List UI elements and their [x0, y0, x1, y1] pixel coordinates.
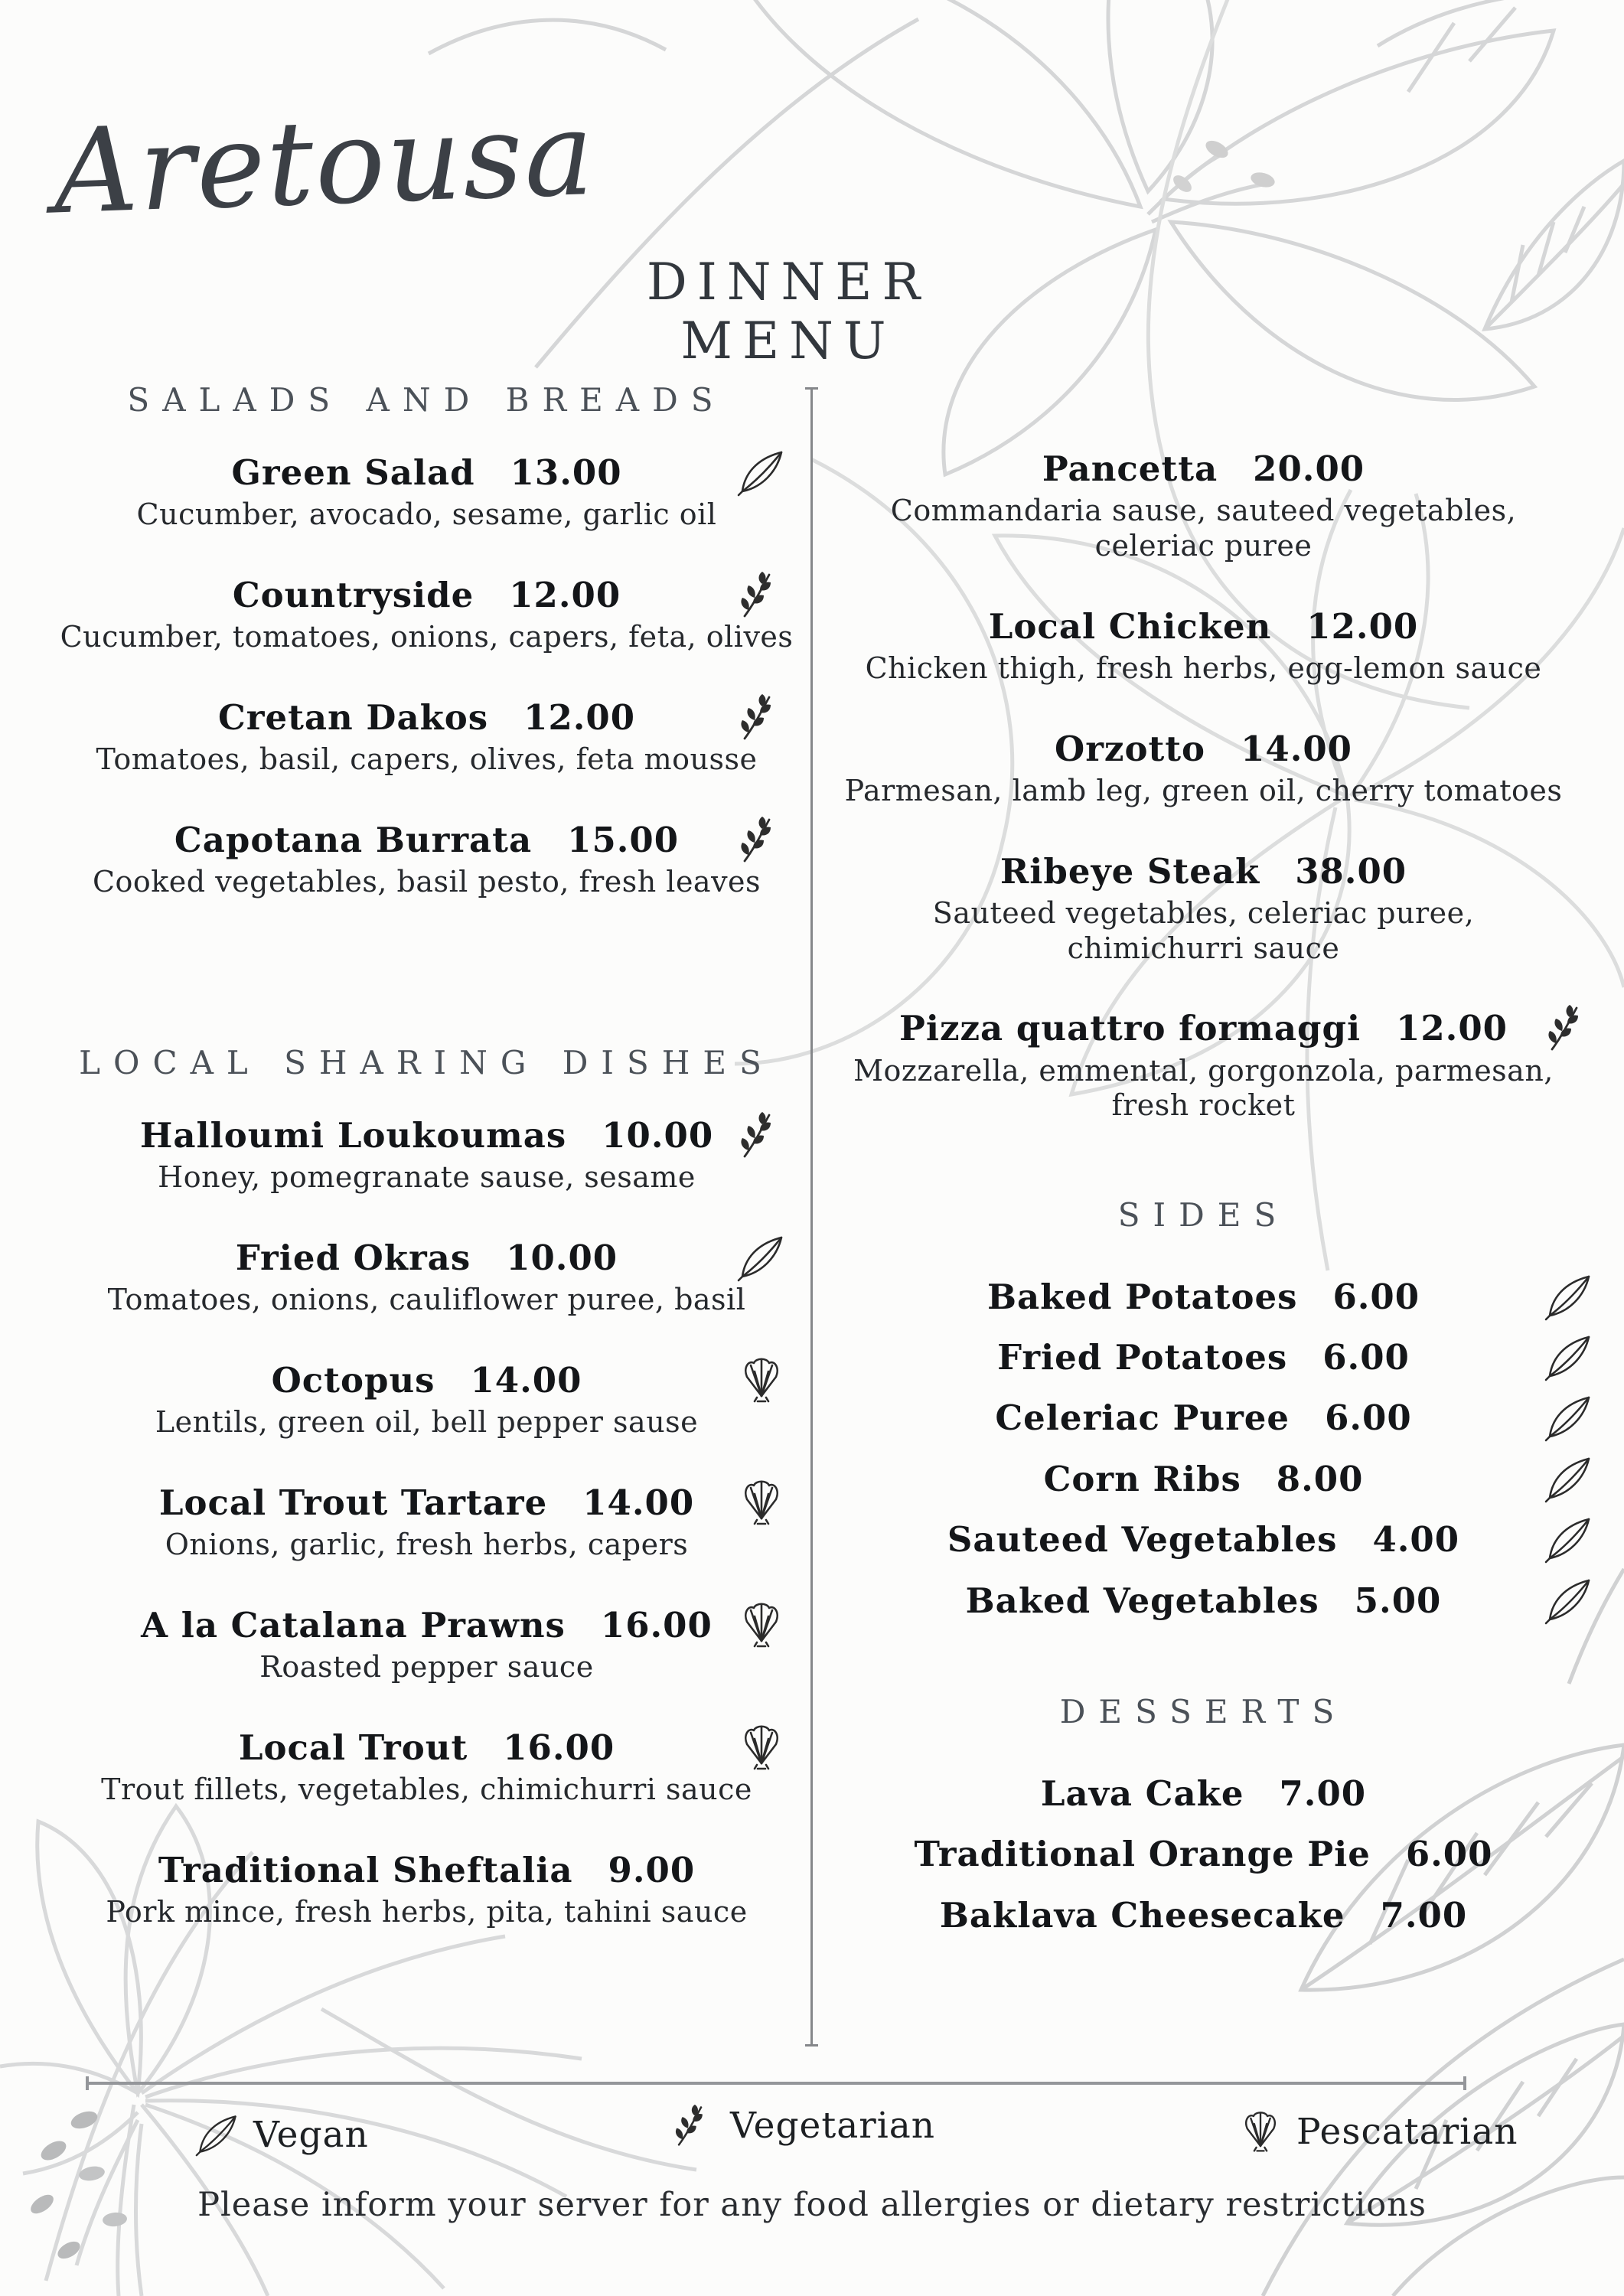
leaf-icon — [195, 2112, 240, 2157]
item-name: Baked Vegetables — [965, 1580, 1319, 1621]
item-description: Parmesan, lamb leg, green oil, cherry tomatoes — [844, 773, 1563, 807]
item-name: Local Chicken — [988, 605, 1272, 647]
item-name: Green Salad — [231, 452, 475, 493]
leaf-icon — [1544, 1272, 1593, 1321]
item-price: 12.00 — [509, 574, 621, 615]
item-price: 16.00 — [503, 1727, 615, 1768]
branch-icon — [737, 570, 786, 619]
menu-item — [50, 821, 804, 900]
item-name: Fried Okras — [235, 1237, 471, 1278]
menu-item — [827, 1521, 1580, 1559]
menu-column-left — [50, 381, 804, 1974]
menu-column-right — [827, 450, 1580, 1957]
item-description: Pork mince, fresh herbs, pita, tahini sauce — [106, 1895, 748, 1929]
item-price: 38.00 — [1295, 850, 1407, 892]
leaf-icon — [1544, 1454, 1593, 1503]
legend-pescatarian — [1238, 2109, 1518, 2154]
menu-item — [50, 1851, 804, 1930]
item-name: Ribeye Steak — [1000, 850, 1260, 892]
item-name: Pizza quattro formaggi — [899, 1008, 1361, 1049]
item-price: 6.00 — [1332, 1276, 1420, 1317]
branch-icon — [737, 815, 786, 864]
shell-icon — [737, 1600, 786, 1649]
item-description: Roasted pepper sauce — [259, 1650, 594, 1684]
footer-divider-line — [86, 2082, 1466, 2085]
item-description: Cooked vegetables, basil pesto, fresh leaves — [92, 865, 761, 899]
menu-item — [827, 1896, 1580, 1935]
item-price: 8.00 — [1276, 1458, 1364, 1499]
item-price: 10.00 — [602, 1114, 714, 1156]
legend-label: Pescatarian — [1296, 2110, 1518, 2153]
menu-item — [827, 1582, 1580, 1620]
menu-item — [50, 696, 804, 778]
menu-item — [50, 1239, 804, 1318]
item-price: 14.00 — [582, 1482, 695, 1523]
leaf-icon — [1544, 1576, 1593, 1625]
item-description: Sauteed vegetables, celeriac puree, chimichurri sauce — [932, 895, 1475, 965]
leaf-icon — [1544, 1515, 1593, 1564]
item-name: Pancetta — [1042, 448, 1218, 489]
menu-item — [827, 1835, 1580, 1874]
item-description: Trout fillets, vegetables, chimichurri sauce — [101, 1773, 752, 1807]
item-name: Octopus — [271, 1359, 435, 1401]
item-name: Traditional Sheftalia — [158, 1849, 573, 1890]
item-name: Baked Potatoes — [986, 1276, 1298, 1317]
leaf-icon — [1544, 1393, 1593, 1442]
leaf-icon — [1544, 1332, 1593, 1381]
allergy-note: Please inform your server for any food allergies or dietary restrictions — [197, 2186, 1427, 2224]
item-price: 9.00 — [608, 1849, 696, 1890]
menu-subtitle: DINNER MENU — [646, 253, 931, 370]
branch-icon — [737, 1110, 786, 1159]
item-description: Cucumber, tomatoes, onions, capers, feta, olives — [60, 620, 794, 654]
menu-item — [50, 1484, 804, 1563]
item-name: Orzotto — [1055, 728, 1206, 769]
item-price: 4.00 — [1372, 1519, 1460, 1561]
item-price: 14.00 — [470, 1359, 582, 1401]
item-price: 12.00 — [523, 696, 636, 738]
menu-item — [827, 1775, 1580, 1813]
leaf-icon — [737, 1233, 786, 1282]
menu-item — [827, 605, 1580, 687]
item-name: Halloumi Loukoumas — [139, 1114, 567, 1156]
item-name: A la Catalana Prawns — [141, 1604, 566, 1645]
legend-label: Vegan — [253, 2113, 369, 2156]
menu-item — [827, 450, 1580, 564]
item-price: 6.00 — [1322, 1337, 1410, 1378]
menu-item — [827, 850, 1580, 967]
item-price: 20.00 — [1253, 448, 1365, 489]
item-name: Capotana Burrata — [174, 819, 533, 860]
menu-item — [827, 1399, 1580, 1437]
item-price: 16.00 — [600, 1604, 713, 1645]
item-description: Mozzarella, emmental, gorgonzola, parmesan, fresh rocket — [853, 1053, 1554, 1123]
legend-label: Vegetarian — [730, 2104, 936, 2147]
legend-vegan — [195, 2112, 369, 2157]
item-name: Celeriac Puree — [995, 1397, 1290, 1439]
item-name: Local Trout — [238, 1727, 468, 1768]
branch-icon — [672, 2103, 716, 2148]
shell-icon — [737, 1478, 786, 1527]
item-description: Tomatoes, basil, capers, olives, feta mousse — [96, 742, 758, 777]
restaurant-name: Aretousa — [51, 85, 598, 240]
item-name: Cretan Dakos — [217, 696, 489, 738]
branch-icon — [1544, 1003, 1593, 1052]
menu-item — [50, 576, 804, 655]
item-price: 6.00 — [1325, 1397, 1412, 1439]
shell-icon — [737, 1355, 786, 1404]
menu-item — [827, 1009, 1580, 1124]
item-price: 14.00 — [1241, 728, 1352, 769]
menu-item — [50, 454, 804, 533]
section-heading-sides: SIDES — [1117, 1195, 1290, 1234]
menu-item — [50, 1359, 804, 1440]
leaf-icon — [737, 448, 786, 497]
column-divider-line — [810, 387, 813, 2047]
item-name: Countryside — [232, 574, 474, 615]
item-description: Onions, garlic, fresh herbs, capers — [165, 1528, 689, 1562]
menu-item — [827, 1278, 1580, 1316]
menu-item — [827, 730, 1580, 809]
item-price: 15.00 — [567, 819, 680, 860]
item-description: Cucumber, avocado, sesame, garlic oil — [136, 497, 717, 532]
item-description: Commandaria sause, sauteed vegetables, celeriac puree — [890, 494, 1517, 563]
item-name: Lava Cake — [1040, 1773, 1244, 1815]
item-name: Sauteed Vegetables — [947, 1519, 1338, 1561]
item-name: Traditional Orange Pie — [914, 1834, 1371, 1875]
menu-item — [827, 1460, 1580, 1499]
item-description: Tomatoes, onions, cauliflower puree, basil — [107, 1283, 746, 1317]
item-price: 5.00 — [1354, 1580, 1442, 1621]
item-price: 7.00 — [1279, 1773, 1367, 1815]
item-price: 7.00 — [1380, 1894, 1468, 1936]
shell-icon — [737, 1723, 786, 1772]
section-heading-desserts: DESSERTS — [1059, 1693, 1348, 1731]
section-heading-salads-and-breads: SALADS AND BREADS — [127, 381, 726, 419]
item-price: 12.00 — [1396, 1008, 1508, 1049]
legend-vegetarian — [672, 2103, 935, 2148]
item-name: Fried Potatoes — [997, 1337, 1288, 1378]
section-heading-local-sharing-dishes: LOCAL SHARING DISHES — [79, 1043, 774, 1081]
item-description: Honey, pomegranate sause, sesame — [158, 1160, 696, 1195]
branch-icon — [737, 693, 786, 742]
item-name: Corn Ribs — [1043, 1458, 1241, 1499]
menu-item — [50, 1729, 804, 1808]
item-price: 10.00 — [506, 1237, 618, 1278]
menu-item — [50, 1606, 804, 1685]
item-name: Local Trout Tartare — [158, 1482, 548, 1523]
item-description: Lentils, green oil, bell pepper sause — [155, 1405, 699, 1440]
item-description: Chicken thigh, fresh herbs, egg-lemon sauce — [865, 651, 1542, 685]
menu-item — [50, 1114, 804, 1195]
item-price: 13.00 — [510, 452, 622, 493]
item-name: Baklava Cheesecake — [939, 1894, 1345, 1936]
item-price: 6.00 — [1405, 1834, 1493, 1875]
shell-icon — [1238, 2109, 1283, 2154]
menu-item — [827, 1339, 1580, 1377]
item-price: 12.00 — [1306, 605, 1419, 647]
